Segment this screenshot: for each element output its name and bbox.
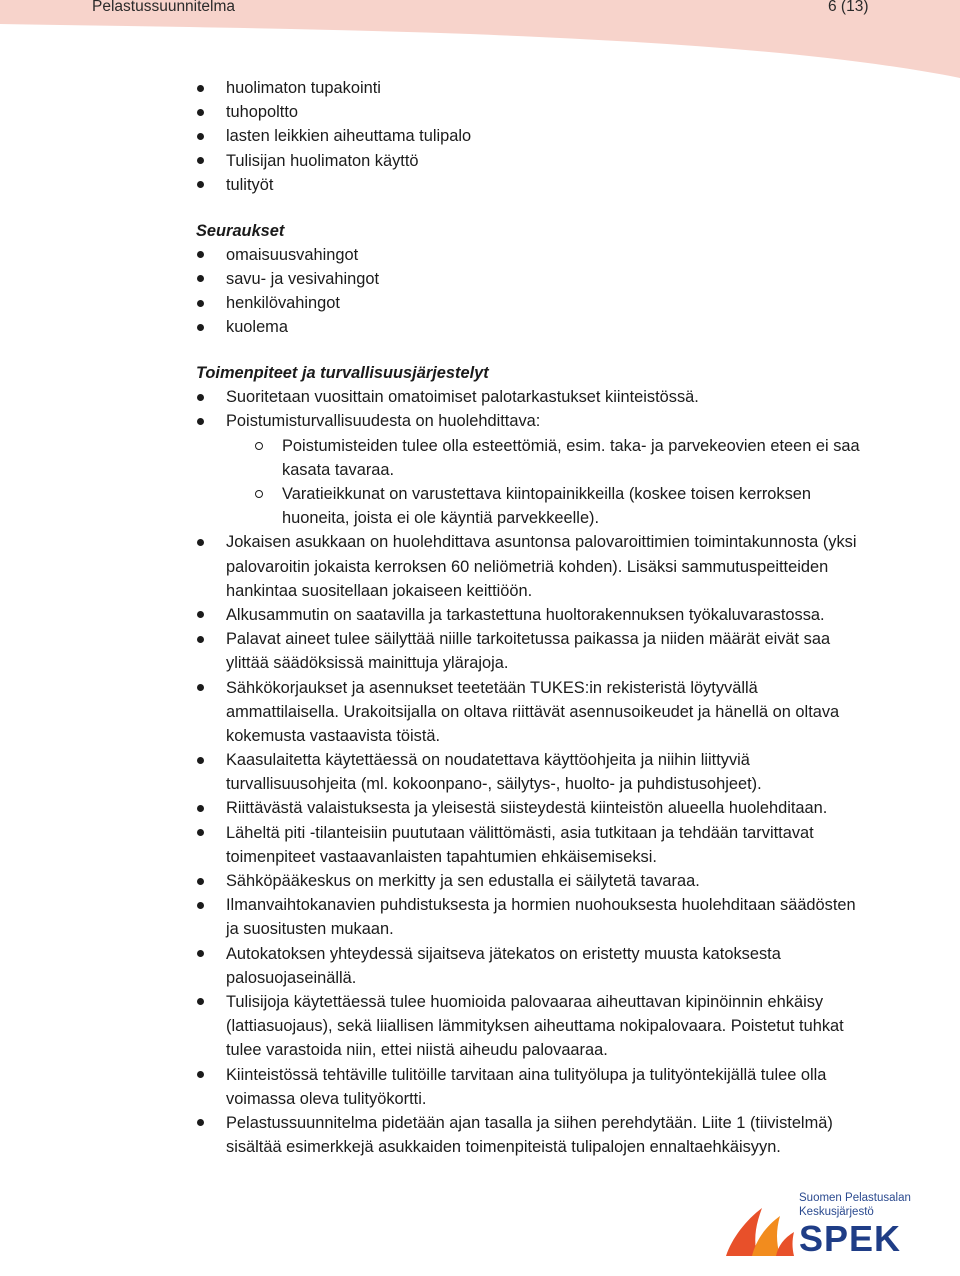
list-item: palovaroitin jokaista kerroksen 60 neliömetriä kohden). Lisäksi sammutuspeitteiden [226, 557, 829, 576]
list-item: Tulisijan huolimaton käyttö [196, 149, 916, 173]
measures-list [196, 385, 916, 1159]
list-item: ja suositusten mukaan. [226, 920, 394, 939]
list-item: tulee varastoida niin, ettei niistä aiheudu palovaaraa. [226, 1041, 608, 1060]
list-item: Alkusammutin on saatavilla ja tarkastettuna huoltorakennuksen työkaluvarastossa. [196, 603, 916, 627]
list-item: savu- ja vesivahingot [196, 267, 916, 291]
list-item: Pelastussuunnitelma pidetään ajan tasalla ja siihen perehdytään. Liite 1 (tiivistelmä) [196, 1111, 916, 1135]
list-item: Kaasulaitetta käytettäessä on noudatettava käyttöohjeita ja niihin liittyviä [196, 748, 916, 772]
list-item: toimenpiteet vastaavanlaisten tapahtumien ehkäisemiseksi. [226, 847, 657, 866]
list-item: voimassa oleva tulityökortti. [226, 1089, 427, 1108]
sub-list-item: kasata tavaraa. [282, 460, 395, 479]
list-item: Sähköpääkeskus on merkitty ja sen edustalla ei säilytetä tavaraa. [196, 869, 916, 893]
list-item: hankintaa suositellaan jokaiseen keittiöön. [226, 581, 533, 600]
list-item: tuhopoltto [196, 100, 916, 124]
list-item: Tulisijoja käytettäessä tulee huomioida palovaaraa aiheuttavan kipinöinnin ehkäisy [196, 990, 916, 1014]
list-item: (lattiasuojaus), sekä liiallisen lämmityksen aiheuttama nokipalovaara. Poistetut tuhkat [226, 1017, 844, 1036]
logo-line2: Keskusjärjestö [799, 1206, 874, 1218]
list-item: kokemusta vastaavista töistä. [226, 726, 441, 745]
document-body [196, 76, 916, 1159]
circle-bullet-icon [255, 490, 263, 498]
list-item: Kiinteistössä tehtäville tulitöille tarvitaan aina tulityölupa ja tulityöntekijällä tulee olla [196, 1063, 916, 1087]
list-item: palosuojaseinällä. [226, 968, 357, 987]
sub-list-item: Poistumisteiden tulee olla esteettömiä, esim. taka- ja parvekeovien eteen ei saa [196, 434, 916, 458]
flame-logo-icon [722, 1190, 798, 1262]
spek-logo [722, 1190, 922, 1262]
causes-list [196, 76, 916, 197]
list-item: turvallisuusohjeita (ml. kokoonpano-, säilytys-, huolto- ja puhdistusohjeet). [226, 775, 762, 794]
list-item: sisältää esimerkkejä asukkaiden toimenpiteistä tulipalojen ennaltaehkäisyyn. [226, 1138, 781, 1157]
section-heading-measures: Toimenpiteet ja turvallisuusjärjestelyt [196, 364, 489, 383]
list-item: ammattilaisella. Urakoitsijalla on oltava riittävät asennusoikeudet ja hänellä on oltava [226, 702, 840, 721]
list-item: Sähkökorjaukset ja asennukset teetetään TUKES:in rekisteristä löytyvällä [196, 676, 916, 700]
sub-list-item: Varatieikkunat on varustettava kiintopainikkeilla (koskee toisen kerroksen [196, 482, 916, 506]
list-item: tulityöt [196, 173, 916, 197]
list-item: huolimaton tupakointi [196, 76, 916, 100]
list-item: ylittää säädöksissä mainittuja ylärajoja. [226, 654, 509, 673]
page-header [0, 0, 960, 78]
list-item: kuolema [196, 315, 916, 339]
consequences-list [196, 243, 916, 340]
section-heading-consequences: Seuraukset [196, 221, 285, 240]
list-item: Läheltä piti -tilanteisiin puututaan välittömästi, asia tutkitaan ja tehdään tarvittavat [196, 821, 916, 845]
list-item: omaisuusvahingot [196, 243, 916, 267]
list-item: lasten leikkien aiheuttama tulipalo [196, 124, 916, 148]
list-item: Jokaisen asukkaan on huolehdittava asuntonsa palovaroittimien toimintakunnosta (yksi [196, 530, 916, 554]
sub-list-item: huoneita, joista ei ole käyntiä parvekkeelle). [282, 509, 600, 528]
list-item: Riittävästä valaistuksesta ja yleisestä siisteydestä kiinteistön alueella huolehditaan. [196, 796, 916, 820]
page-number: 6 (13) [828, 0, 869, 15]
list-item: henkilövahingot [196, 291, 916, 315]
list-item: Autokatoksen yhteydessä sijaitseva jätekatos on eristetty muusta katoksesta [196, 942, 916, 966]
circle-bullet-icon [255, 442, 263, 450]
logo-line1: Suomen Pelastusalan [799, 1192, 911, 1204]
document-title: Pelastussuunnitelma [92, 0, 236, 15]
list-item: Palavat aineet tulee säilyttää niille tarkoitetussa paikassa ja niiden määrät eivät saa [196, 627, 916, 651]
list-item: Poistumisturvallisuudesta on huolehdittava: [196, 409, 916, 433]
logo-wordmark: SPEK [799, 1218, 902, 1259]
list-item: Ilmanvaihtokanavien puhdistuksesta ja hormien nuohouksesta huolehditaan säädösten [196, 893, 916, 917]
list-item: Suoritetaan vuosittain omatoimiset palotarkastukset kiinteistössä. [196, 385, 916, 409]
